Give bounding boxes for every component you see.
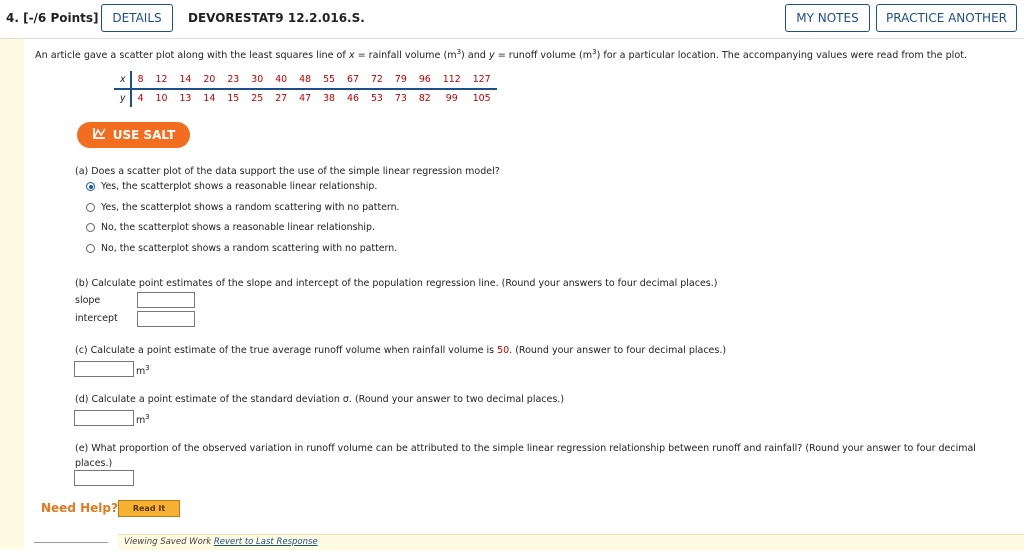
y-value: 4 <box>137 93 144 104</box>
runoff-estimate-input[interactable] <box>74 361 134 377</box>
radio-option-1[interactable] <box>86 182 95 191</box>
y-value: 13 <box>179 93 192 104</box>
use-salt-label: USE SALT <box>112 128 176 142</box>
x-value: 96 <box>413 71 437 89</box>
x-value: 55 <box>317 71 341 89</box>
y-value: 14 <box>203 93 216 104</box>
details-button[interactable]: DETAILS <box>101 4 173 32</box>
y-value: 27 <box>275 93 288 104</box>
y-label: y <box>114 89 131 107</box>
use-salt-button[interactable] <box>77 122 190 148</box>
x-value: 67 <box>341 71 365 89</box>
x-value: 127 <box>467 71 497 89</box>
y-value: 46 <box>347 93 359 104</box>
x-value: 12 <box>150 71 174 89</box>
y-value: 25 <box>251 93 264 104</box>
y-value: 105 <box>472 93 491 104</box>
submit-answer-button[interactable] <box>34 542 108 553</box>
y-value: 82 <box>418 93 431 104</box>
std-dev-input[interactable] <box>74 410 134 426</box>
radio-option-4[interactable] <box>86 244 95 253</box>
question-header <box>0 0 1024 39</box>
x-value: 48 <box>293 71 317 89</box>
y-value: 38 <box>323 93 336 104</box>
radio-option-2[interactable] <box>86 203 95 212</box>
intercept-label: intercept <box>75 313 118 324</box>
read-it-button[interactable]: Read It <box>118 500 180 517</box>
x-value: 30 <box>245 71 269 89</box>
question-content <box>24 39 1024 549</box>
part-d-question: (d) Calculate a point estimate of the standard deviation σ. (Round your answer to two decimal places.) <box>75 394 565 405</box>
data-table <box>114 71 497 107</box>
option-1-label: Yes, the scatterplot shows a reasonable linear relationship. <box>101 181 378 192</box>
revert-link[interactable]: Revert to Last Response <box>213 537 318 547</box>
y-value: 47 <box>299 93 312 104</box>
std-dev-unit: $m^3$ <box>136 413 150 427</box>
part-b-question: (b) Calculate point estimates of the slope and intercept of the population regression line. (Round your answers to four decimal places.) <box>75 278 718 289</box>
radio-option-3[interactable] <box>86 223 95 232</box>
y-value: 73 <box>394 93 407 104</box>
proportion-input[interactable] <box>74 470 134 486</box>
x-value: 14 <box>173 71 197 89</box>
option-3-label: No, the scatterplot shows a reasonable linear relationship. <box>101 222 375 233</box>
my-notes-button[interactable]: MY NOTES <box>785 4 870 32</box>
question-code: DEVORESTAT9 12.2.016.S. <box>188 11 365 25</box>
part-a-question: (a) Does a scatter plot of the data support the use of the simple linear regression model? <box>75 166 500 177</box>
part-c-question: (c) Calculate a point estimate of the true average runoff volume when rainfall volume is 50. (Round your answer to four decimal places.) <box>75 345 727 356</box>
y-value: 53 <box>370 93 383 104</box>
slope-input[interactable] <box>137 292 195 308</box>
x-value: 20 <box>197 71 221 89</box>
saved-work-bar <box>118 534 1024 550</box>
x-value: 79 <box>389 71 413 89</box>
y-row <box>114 89 497 107</box>
salt-icon <box>92 127 107 143</box>
need-help-label: Need Help? <box>41 501 118 515</box>
saved-work-text: Viewing Saved Work Revert to Last Response <box>124 537 318 547</box>
y-value: 10 <box>155 93 168 104</box>
slope-label: slope <box>75 295 101 306</box>
x-label: x <box>114 71 131 89</box>
y-value: 15 <box>227 93 240 104</box>
option-2-label: Yes, the scatterplot shows a random scattering with no pattern. <box>101 202 400 213</box>
left-sidebar <box>0 39 24 549</box>
x-value: 40 <box>269 71 293 89</box>
intro-text: An article gave a scatter plot along with the least squares line of x = rainfall volume $(m^3)$ and y = runoff volume $(m^3)$ for a particular location. The accompanying values were read from the plot. <box>35 48 968 62</box>
part-e-question-line2: places.) <box>75 458 113 469</box>
runoff-estimate-unit: $m^3$ <box>136 364 150 378</box>
part-e-question-line1: (e) What proportion of the observed variation in runoff volume can be attributed to the simple linear regression relationship between runoff and rainfall? (Round your answer to four decimal <box>75 443 976 454</box>
y-value: 99 <box>445 93 458 104</box>
question-points: 4. [-/6 Points] <box>6 11 99 25</box>
x-row <box>114 71 497 89</box>
x-value: 8 <box>131 71 150 89</box>
intercept-input[interactable] <box>137 311 195 327</box>
x-value: 23 <box>221 71 245 89</box>
option-4-label: No, the scatterplot shows a random scattering with no pattern. <box>101 243 398 254</box>
x-value: 72 <box>365 71 389 89</box>
x-value: 112 <box>437 71 467 89</box>
practice-another-button[interactable]: PRACTICE ANOTHER <box>876 4 1017 32</box>
